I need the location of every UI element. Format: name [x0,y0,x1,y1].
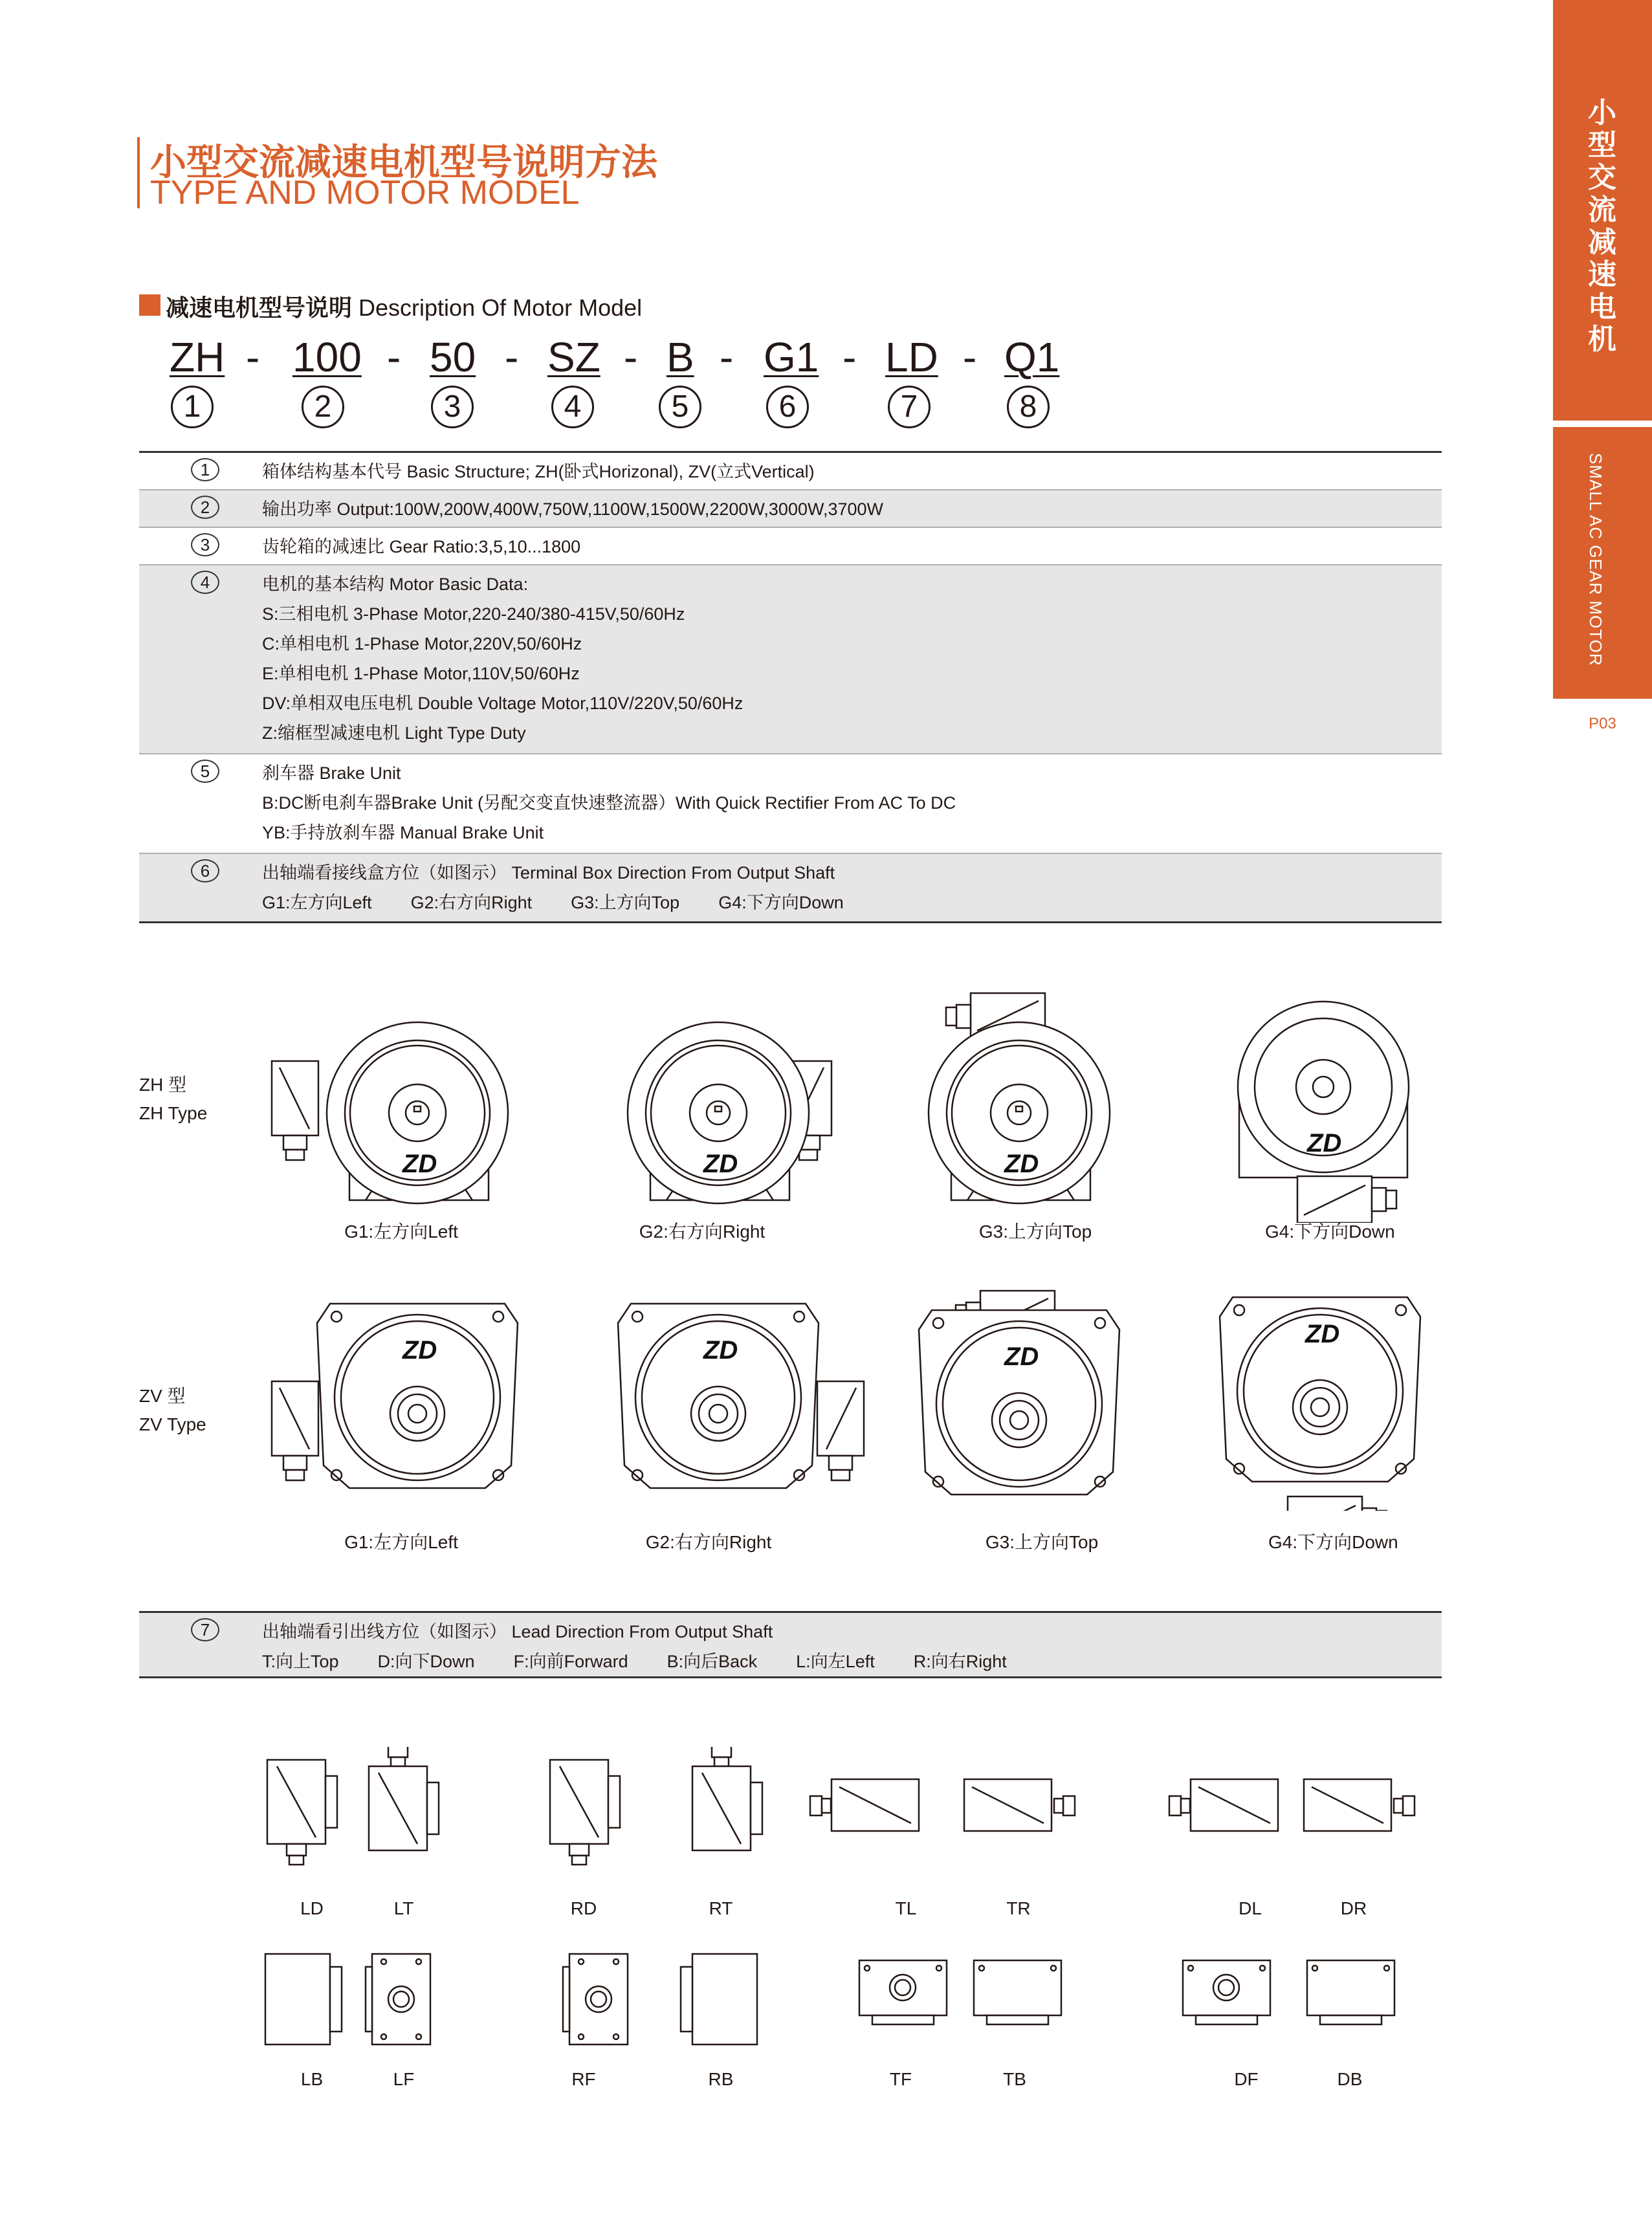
row-text: 出轴端看引出线方位（如图示） Lead Direction From Output Shaft [262,1622,773,1641]
zv-g1-drawing [272,1304,518,1488]
table-row [139,854,1442,923]
code-separator: - [720,334,734,380]
table-row [139,453,1442,490]
zv-type-label [139,1382,206,1439]
section-title [166,290,642,323]
row-options [262,888,1442,917]
code-part: ZH [170,334,225,380]
zv-g4-label: G4:下方向Down [1268,1532,1398,1552]
zh-g1-drawing [272,1022,508,1203]
zv-g2-drawing [618,1304,864,1488]
zd-logo: ZD [1004,1343,1039,1371]
row-text: 电机的基本结构 Motor Basic Data: [262,575,529,594]
zh-g4-drawing [1238,1002,1409,1223]
code-index: 1 [171,386,214,428]
lead-dr-drawing [1304,1779,1415,1831]
row-text: YB:手持放刹车器 Manual Brake Unit [262,823,544,842]
lead-tl-drawing [810,1779,919,1831]
zh-g1-label: G1:左方向Left [344,1222,458,1242]
lead-label: TL [895,1898,917,1918]
table-row [139,1613,1442,1676]
lead-label: DR [1340,1898,1367,1918]
row-text: E:单相电机 1-Phase Motor,110V,50/60Hz [262,664,580,683]
option: F:向前Forward [513,1652,628,1671]
lead-lf-drawing [366,1954,430,2044]
lead-rd-drawing [550,1760,620,1865]
table-row [139,528,1442,565]
lead-label: RF [571,2069,596,2089]
title-accent-bar [137,137,140,208]
lead-label: TB [1003,2069,1026,2089]
zv-g1-label: G1:左方向Left [344,1532,458,1552]
table-row [139,754,1442,854]
zv-g4-drawing [1220,1297,1420,1511]
code-separator: - [843,334,857,380]
page-title-cn: 小型交流减速电机型号说明方法 [150,142,657,184]
row-text: B:DC断电刹车器Brake Unit (另配交变直快速整流器）With Quick Rectifier From AC To DC [262,793,956,813]
code-separator: - [246,334,260,380]
row-number: 5 [191,760,219,783]
option: D:向下Down [377,1652,475,1671]
code-separator: - [505,334,519,380]
zv-g2-label: G2:右方向Right [645,1532,772,1552]
lead-lb-drawing [265,1954,342,2044]
row-text: 出轴端看接线盒方位（如图示） Terminal Box Direction From Output Shaft [262,863,835,882]
zh-type-label [139,1071,207,1128]
lead-label: RD [570,1898,597,1918]
code-index: 2 [302,386,344,428]
row-text: 齿轮箱的减速比 Gear Ratio:3,5,10...1800 [262,537,581,556]
row-number: 2 [191,496,219,519]
code-separator: - [624,334,638,380]
zd-logo: ZD [1004,1150,1039,1178]
lead-db-drawing [1307,1960,1394,2024]
option: G4:下方向Down [718,893,844,912]
lead-label: RT [709,1898,733,1918]
lead-rt-drawing [692,1747,762,1850]
option: R:向右Right [913,1652,1007,1671]
lead-dl-drawing [1169,1779,1278,1831]
code-part: 50 [430,334,476,380]
zh-type-cn: ZH 型 [139,1075,187,1095]
zh-type-en: ZH Type [139,1103,208,1123]
model-description-table [139,451,1442,923]
row-number: 4 [191,571,219,594]
zd-logo: ZD [1307,1129,1342,1157]
zv-drawings [259,1278,1488,1511]
zd-logo: ZD [402,1150,437,1178]
code-index: 4 [551,386,594,428]
option: B:向后Back [666,1652,758,1671]
zv-g3-label: G3:上方向Top [985,1532,1099,1552]
option: G2:右方向Right [410,893,533,912]
code-index: 7 [888,386,931,428]
page-title-en: TYPE AND MOTOR MODEL [150,174,580,212]
zh-g2-label: G2:右方向Right [639,1222,765,1242]
section-title-cn: 减速电机型号说明 [166,295,353,322]
zv-g3-drawing [919,1291,1119,1495]
row-text: Z:缩框型减速电机 Light Type Duty [262,723,526,743]
row-number: 3 [191,533,219,556]
page-number: P03 [1589,715,1616,732]
zv-type-en: ZV Type [139,1414,206,1434]
lead-rb-drawing [681,1954,757,2044]
row-text: 箱体结构基本代号 Basic Structure; ZH(卧式Horizonal), ZV(立式Vertical) [262,462,815,481]
lead-ld-drawing [267,1760,337,1865]
zh-g2-drawing [628,1022,832,1203]
option: G3:上方向Top [571,893,680,912]
section-title-en: Description Of Motor Model [358,294,643,321]
code-index: 3 [431,386,474,428]
lead-rf-drawing [563,1954,628,2044]
lead-label: LB [300,2069,324,2089]
zd-logo: ZD [703,1336,738,1365]
side-title-en: SMALL AC GEAR MOTOR [1586,453,1605,666]
zd-logo: ZD [1305,1320,1340,1348]
zh-drawings [259,977,1488,1223]
lead-tb-drawing [974,1960,1061,2024]
lead-label: DL [1239,1898,1262,1918]
row-number: 6 [191,859,219,882]
lead-label: DB [1337,2069,1363,2089]
code-part: B [666,334,694,380]
lead-lt-drawing [369,1747,439,1850]
lead-df-drawing [1183,1960,1270,2024]
row-number: 7 [191,1618,219,1641]
lead-tf-drawing [859,1960,947,2024]
row-text: DV:单相双电压电机 Double Voltage Motor,110V/220V,50/60Hz [262,694,743,713]
side-tab-sub [1553,427,1652,699]
code-separator: - [963,334,977,380]
lead-label: LF [393,2069,415,2089]
code-part: Q1 [1004,334,1060,380]
option: L:向左Left [796,1652,875,1671]
section-marker [139,294,160,316]
lead-direction-table [139,1611,1442,1678]
side-title-cn: 小型交流减速电机 [1588,96,1616,356]
code-part: 100 [292,334,362,380]
zh-g3-label: G3:上方向Top [978,1222,1092,1242]
option: G1:左方向Left [262,893,372,912]
code-index: 5 [659,386,701,428]
lead-label: DF [1234,2069,1259,2089]
zh-g3-drawing [929,993,1110,1203]
row-text: C:单相电机 1-Phase Motor,220V,50/60Hz [262,634,582,653]
code-index: 6 [766,386,809,428]
lead-label: TR [1006,1898,1031,1918]
lead-label: LD [300,1898,324,1918]
row-number: 1 [191,458,219,481]
lead-label: TF [889,2069,912,2089]
row-options [262,1647,1442,1676]
zv-type-cn: ZV 型 [139,1386,186,1406]
lead-label: RB [708,2069,734,2089]
lead-drawings [246,1747,1475,2051]
row-text: 输出功率 Output:100W,200W,400W,750W,1100W,1500W,2200W,3000W,3700W [262,499,884,519]
zh-g4-label: G4:下方向Down [1265,1222,1395,1242]
code-part: G1 [764,334,819,380]
zd-logo: ZD [402,1336,437,1365]
side-tab [1553,0,1652,421]
option: T:向上Top [262,1652,339,1671]
code-part: SZ [547,334,600,380]
code-separator: - [387,334,401,380]
table-row [139,490,1442,528]
row-text: 刹车器 Brake Unit [262,763,401,783]
row-text: S:三相电机 3-Phase Motor,220-240/380-415V,50/60Hz [262,604,685,624]
lead-label: LT [393,1898,414,1918]
code-index: 8 [1007,386,1050,428]
zd-logo: ZD [703,1150,738,1178]
code-part: LD [885,334,938,380]
table-row [139,565,1442,754]
lead-tr-drawing [964,1779,1075,1831]
